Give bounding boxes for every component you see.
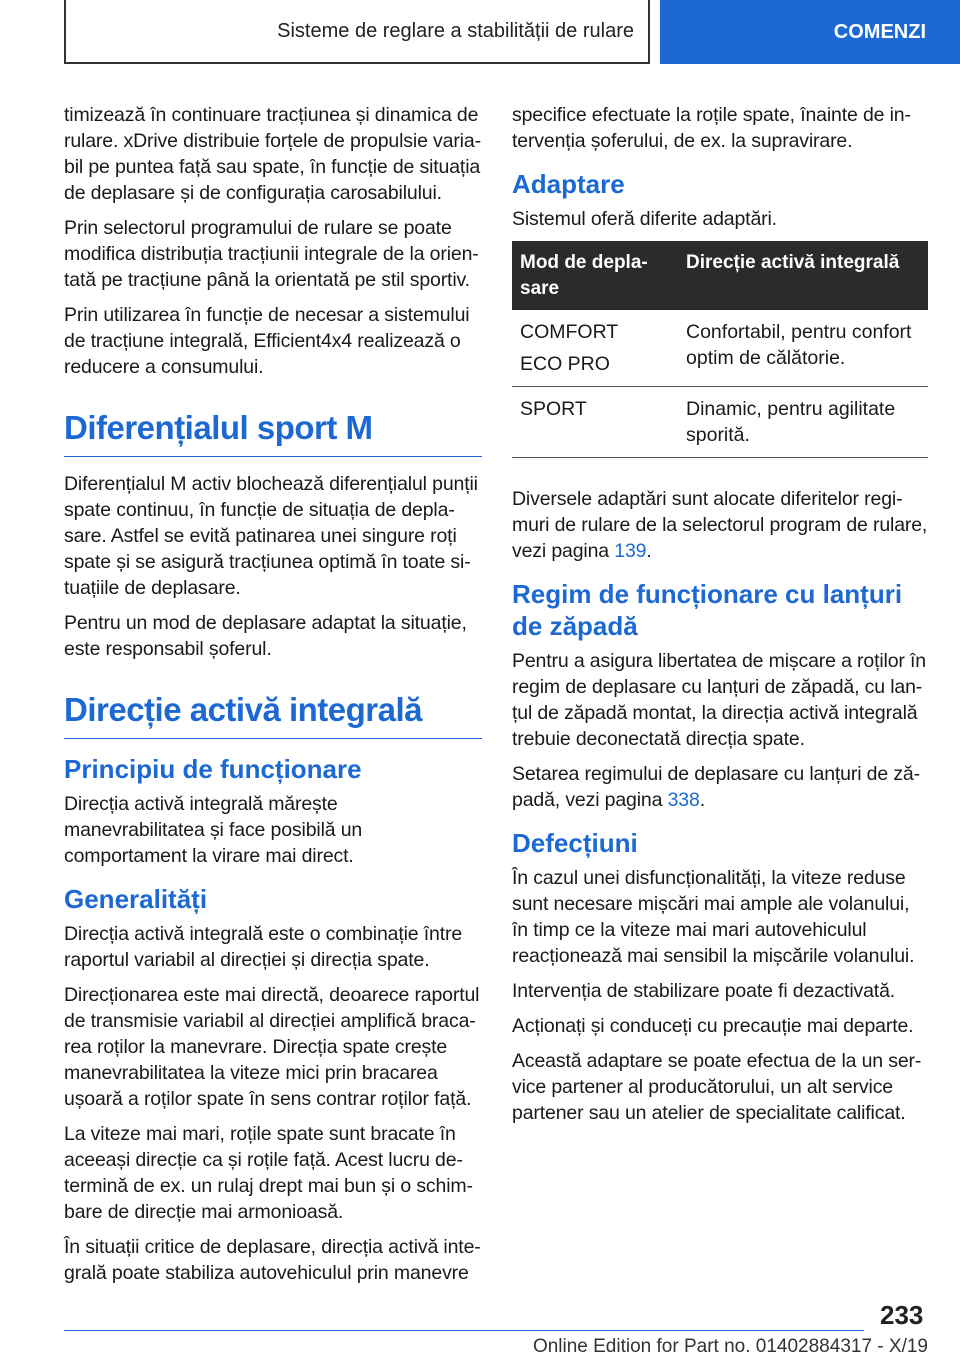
footer-edition: Online Edition for Part no. 01402884317 - X/19 <box>532 1336 928 1357</box>
page-number: 233 <box>880 1300 924 1330</box>
paragraph: Pentru un mod de deplasare adaptat la situație, este responsabil șoferul. <box>64 612 467 660</box>
mode-label: COMFORT <box>520 321 619 343</box>
heading-general: Generalități <box>64 884 208 914</box>
paragraph-text: . <box>699 789 705 811</box>
table-header-row <box>512 241 928 310</box>
right-column <box>512 102 930 1135</box>
paragraph: Diferențialul M activ blochează diferențialul punții spate continuu, în funcție de situația de deplasare. Astfel se evită patinarea unei singure roți spate și se asigură tracțiunea optimă în toate situațiile de deplasare. <box>64 473 478 599</box>
page-link-338[interactable]: 338 <box>667 789 700 811</box>
paragraph: Sistemul oferă diferite adaptări. <box>512 208 777 230</box>
heading-operating-principle: Principiu de funcționare <box>64 754 362 784</box>
paragraph: Acționați și conduceți cu precauție mai departe. <box>512 1015 914 1037</box>
column-header-driving-mode: Mod de deplasare <box>512 241 678 310</box>
paragraph-text: Setarea regimului de deplasare cu lanțuri de zăpadă, vezi pagina <box>512 763 921 811</box>
footer-divider <box>64 1330 864 1331</box>
heading-malfunctions: Defecțiuni <box>512 828 638 858</box>
mode-label: ECO PRO <box>520 353 610 375</box>
heading-integral-active-steering: Direcție activă integrală <box>64 690 482 739</box>
chapter-tab-label: COMENZI <box>833 20 926 43</box>
section-header <box>64 0 650 64</box>
table-cell-mode <box>512 387 678 458</box>
page-link-139[interactable]: 139 <box>614 540 647 562</box>
paragraph: Direcționarea este mai directă, deoarece raportul de transmisie variabil al direcției amplifică bracarea roților la manevrare. Direcția spate crește manevrabilitatea la viteze mici prin bracarea ușoară a roților spate în sens contrar roților față. <box>64 984 480 1110</box>
paragraph <box>512 486 930 564</box>
paragraph: Această adaptare se poate efectua de la un service partener al producătorului, un alt service partener sau un atelier de specialitate calificat. <box>512 1050 922 1124</box>
paragraph-text: . <box>646 540 652 562</box>
section-title: Sisteme de reglare a stabilității de rulare <box>277 19 634 42</box>
column-header-active-steering: Direcție activă integrală <box>678 241 928 310</box>
adaptation-table <box>512 241 928 458</box>
paragraph: Intervenția de stabilizare poate fi dezactivată. <box>512 980 896 1002</box>
paragraph: specifice efectuate la roțile spate, înainte de intervenția șoferului, de ex. la supravirare. <box>512 104 911 152</box>
paragraph: În situații critice de deplasare, direcția activă integrală poate stabiliza autovehiculul prin manevre <box>64 1236 481 1284</box>
heading-sport-differential: Diferențialul sport M <box>64 408 482 457</box>
paragraph: Prin utilizarea în funcție de necesar a sistemului de tracțiune integrală, Efficient4x4 realizează o reducere a consumului. <box>64 304 470 378</box>
page-header <box>0 0 960 66</box>
paragraph: La viteze mai mari, roțile spate sunt bracate în aceeași direcție ca și roțile față. Acest lucru determină de ex. un rulaj drept mai bun și o schimbare de direcție mai armonioasă. <box>64 1123 473 1223</box>
table-cell-description: Confortabil, pentru confort optim de călătorie. <box>678 310 928 387</box>
table-row <box>512 387 928 458</box>
heading-adaptation: Adaptare <box>512 169 625 199</box>
chapter-tab[interactable] <box>660 0 960 64</box>
paragraph: Prin selectorul programului de rulare se poate modifica distribuția tracțiunii integrale de la orientată pe tracțiune până la orientată pe stil sportiv. <box>64 217 479 291</box>
heading-snow-chains-mode: Regim de funcționare cu lanțuri de zăpadă <box>512 579 903 641</box>
table-cell-description: Dinamic, pentru agilitate sporită. <box>678 387 928 458</box>
table-cell-mode <box>512 310 678 387</box>
paragraph: Pentru a asigura libertatea de mișcare a roților în regim de deplasare cu lanțuri de zăpadă, cu lanțul de zăpadă montat, la direcția activă integrală trebuie deconectată direcția spate. <box>512 650 926 750</box>
mode-label: SPORT <box>520 398 587 420</box>
paragraph-text: Diversele adaptări sunt alocate diferitelor regimuri de rulare de la selectorul program de rulare, vezi pagina <box>512 488 928 562</box>
paragraph: timizează în continuare tracțiunea și dinamica de rulare. xDrive distribuie forțele de propulsie variabil pe puntea față sau spate, în funcție de situația de deplasare și de configurația carosabilului. <box>64 104 482 204</box>
paragraph: În cazul unei disfuncționalități, la viteze reduse sunt necesare mișcări mai ample ale volanului, în timp ce la viteze mai mari autovehiculul reacționează mai sensibil la mișcările volanului. <box>512 867 915 967</box>
table-row <box>512 310 928 387</box>
paragraph <box>512 761 930 813</box>
paragraph: Direcția activă integrală este o combinație între raportul variabil al direcției și direcția spate. <box>64 923 463 971</box>
left-column <box>64 102 482 1295</box>
paragraph: Direcția activă integrală mărește manevrabilitatea și face posibilă un comportament la virare mai direct. <box>64 793 363 867</box>
